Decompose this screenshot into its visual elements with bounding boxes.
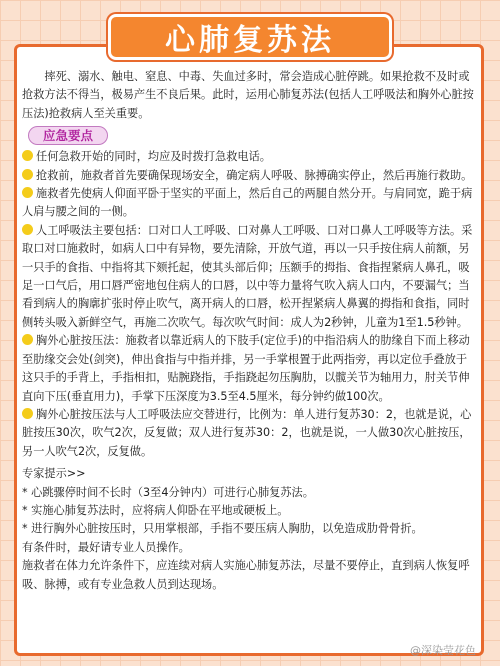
expert-tips xyxy=(22,465,478,594)
title-banner xyxy=(108,14,392,60)
tips-title: 专家提示>> xyxy=(22,467,86,481)
page-title: 心肺复苏法 xyxy=(165,23,335,58)
yellow-dot-icon xyxy=(22,224,33,235)
yellow-dot-icon xyxy=(22,408,33,419)
point-4: 人工呼吸法主要包括：口对口人工呼吸、口对鼻人工呼吸、口对口鼻人工呼吸等方法。采取口对口施救时，如病人口中有异物，要先清除，开放气道，再以一只手按住病人前额，另一只手的食指、中指将其下颏托起，使其头部后仰；压额手的拇指、食指捏紧病人鼻孔，吸足一口气后，用口唇严密地包住病人的口唇，以中等力量将气吹入病人口内，不要漏气；当看到病人的胸廓扩张时停止吹气，离开病人的口唇，松开捏紧病人鼻翼的拇指和食指，同时侧转头吸入新鲜空气，再施二次吹气。每次吹气时间：成人为2秒钟，儿童为1至1.5秒钟。 xyxy=(22,223,473,329)
tip-1: * 心跳骤停时间不长时（3至4分钟内）可进行心肺复苏法。 xyxy=(22,485,314,499)
tip-4: 有条件时，最好请专业人员操作。 xyxy=(22,540,190,554)
point-6: 胸外心脏按压法与人工呼吸法应交替进行，比例为：单人进行复苏30：2，也就是说，心脏按压30次，吹气2次，反复做；双人进行复苏30：2，也就是说，一人做30次心脏按压，另一人吹气2次，反复做。 xyxy=(22,407,472,458)
yellow-dot-icon xyxy=(22,169,33,180)
point-5: 胸外心脏按压法：施救者以靠近病人的下肢手(定位手)的中指沿病人的肋缘自下而上移动至肋缘交会处(剑突)，伸出食指与中指并排，另一手掌根置于此两指旁，再以定位手叠放于这只手的手背上，手指相扣，贴腕跷指，手指跷起勿压胸肋，以髋关节为轴用力，肘关节伸直向下压(垂直用力)，手掌下压深度为3.5至4.5厘米，每分钟约做100次。 xyxy=(22,334,470,403)
yellow-dot-icon xyxy=(22,334,33,345)
point-2: 抢救前，施救者首先要确保现场安全，确定病人呼吸、脉搏确实停止，然后再施行救助。 xyxy=(22,167,478,185)
point-1: 任何急救开始的同时，均应及时拨打急救电话。 xyxy=(22,148,478,166)
article-body xyxy=(22,68,478,594)
section-badge: 应急要点 xyxy=(28,126,108,145)
yellow-dot-icon xyxy=(22,187,33,198)
watermark: @深染莹花色 xyxy=(410,644,476,657)
tip-5: 施救者在体力允许条件下，应连续对病人实施心肺复苏法，尽量不要停止，直到病人恢复呼吸、脉搏，或有专业急救人员到达现场。 xyxy=(22,559,470,591)
intro-paragraph: 摔死、溺水、触电、窒息、中毒、失血过多时，常会造成心脏停跳。如果抢救不及时或抢救方法不得当，极易产生不良后果。此时，运用心肺复苏法(包括人工呼吸法和胸外心脏按压法)抢救病人至关重要。 xyxy=(22,70,474,120)
point-3: 施救者先使病人仰面平卧于坚实的平面上，然后自己的两腿自然分开。与肩同宽，跪于病人肩与腰之间的一侧。 xyxy=(22,187,473,219)
tip-3: * 进行胸外心脏按压时，只用掌根部，手指不要压病人胸肋，以免造成肋骨骨折。 xyxy=(22,522,423,536)
yellow-dot-icon xyxy=(22,150,33,161)
tip-2: * 实施心肺复苏法时，应将病人仰卧在平地或硬板上。 xyxy=(22,503,289,517)
